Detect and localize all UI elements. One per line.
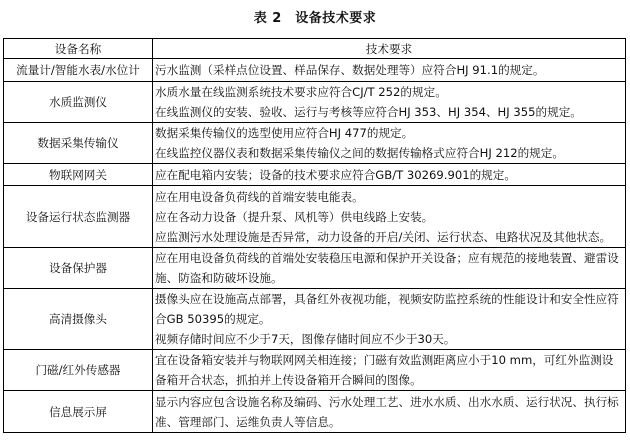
table-row: [4, 289, 626, 350]
table-row: [4, 123, 626, 164]
requirement-cell: [153, 391, 626, 433]
requirement-line: 宜在设备箱安装并与物联网网关相连接；门磁有效监测距离应小于10 mm，可红外监测设备箱开合状态，抓拍并上传设备箱开合瞬间的图像。: [155, 353, 614, 387]
requirement-cell: [153, 123, 626, 164]
device-name-cell: 流量计/智能水表/水位计: [4, 59, 153, 82]
header-technical-requirement: 技术要求: [153, 39, 626, 59]
table-row: [4, 186, 626, 248]
requirement-line: 应在各动力设备（提升泵、风机等）供电线路上安装。: [155, 209, 434, 224]
requirement-line: 在线监控仪器仪表和数据采集传输仪之间的数据传输格式应符合HJ 212的规定。: [155, 146, 564, 160]
requirement-cell: [153, 350, 626, 391]
requirement-cell: [153, 164, 626, 186]
header-device-name: 设备名称: [4, 39, 153, 59]
table-row: [4, 248, 626, 289]
table-row: [4, 391, 626, 433]
requirement-line: 应在用电设备负荷线的首端安装电能表。: [155, 189, 364, 204]
device-name-cell: 设备保护器: [4, 248, 153, 289]
device-name-cell: 物联网网关: [4, 164, 153, 186]
requirement-line: 水质水量在线监测系统技术要求应符合CJ/T 252的规定。: [155, 85, 447, 99]
table-header-row: [4, 39, 626, 59]
requirement-line: 摄像头应在设施高点部署，具备红外夜视功能，视频安防监控系统的性能设计和安全性应符合GB 50395的规定。: [155, 292, 619, 326]
device-name-cell: 数据采集传输仪: [4, 123, 153, 164]
requirement-line: 应在用电设备负荷线的首端处安装稳压电源和保护开关设备；应有规范的接地装置、避雷设施、防盗和防破坏设施。: [155, 251, 619, 285]
requirement-line: 数据采集传输仪的选型使用应符合HJ 477的规定。: [155, 126, 414, 140]
table-row: [4, 164, 626, 186]
table-title: 表 2 设备技术要求: [253, 11, 377, 26]
requirement-cell: [153, 289, 626, 350]
requirement-line: 应监测污水处理设施是否异常，动力设备的开启/关闭、运行状态、电路状况及其他状态。: [155, 229, 612, 244]
table-row: [4, 350, 626, 391]
device-name-cell: 信息展示屏: [4, 391, 153, 433]
device-name-cell: 高清摄像头: [4, 289, 153, 350]
device-name-cell: 水质监测仪: [4, 82, 153, 123]
requirement-cell: [153, 186, 626, 248]
requirement-line: 视频存储时间应不少于7天，图像存储时间应不少于30天。: [155, 332, 456, 346]
requirement-line: 显示内容应包含设施名称及编码、污水处理工艺、进水水质、出水水质、运行状况、执行标准、管理部门、运维负责人等信息。: [155, 394, 619, 429]
requirement-cell: [153, 248, 626, 289]
equipment-requirements-table: [3, 38, 626, 433]
requirement-line: 应在配电箱内安装；设备的技术要求应符合GB/T 30269.901的规定。: [155, 167, 516, 182]
table-row: [4, 59, 626, 82]
device-name-cell: 门磁/红外传感器: [4, 350, 153, 391]
requirement-cell: [153, 59, 626, 82]
requirement-cell: [153, 82, 626, 123]
requirement-line: 污水监测（采样点位设置、样品保存、数据处理等）应符合HJ 91.1的规定。: [155, 63, 545, 77]
table-row: [4, 82, 626, 123]
device-name-cell: 设备运行状态监测器: [4, 186, 153, 248]
requirement-line: 在线监测仪的安装、验收、运行与考核等应符合HJ 353、HJ 354、HJ 355的规定。: [155, 105, 582, 119]
